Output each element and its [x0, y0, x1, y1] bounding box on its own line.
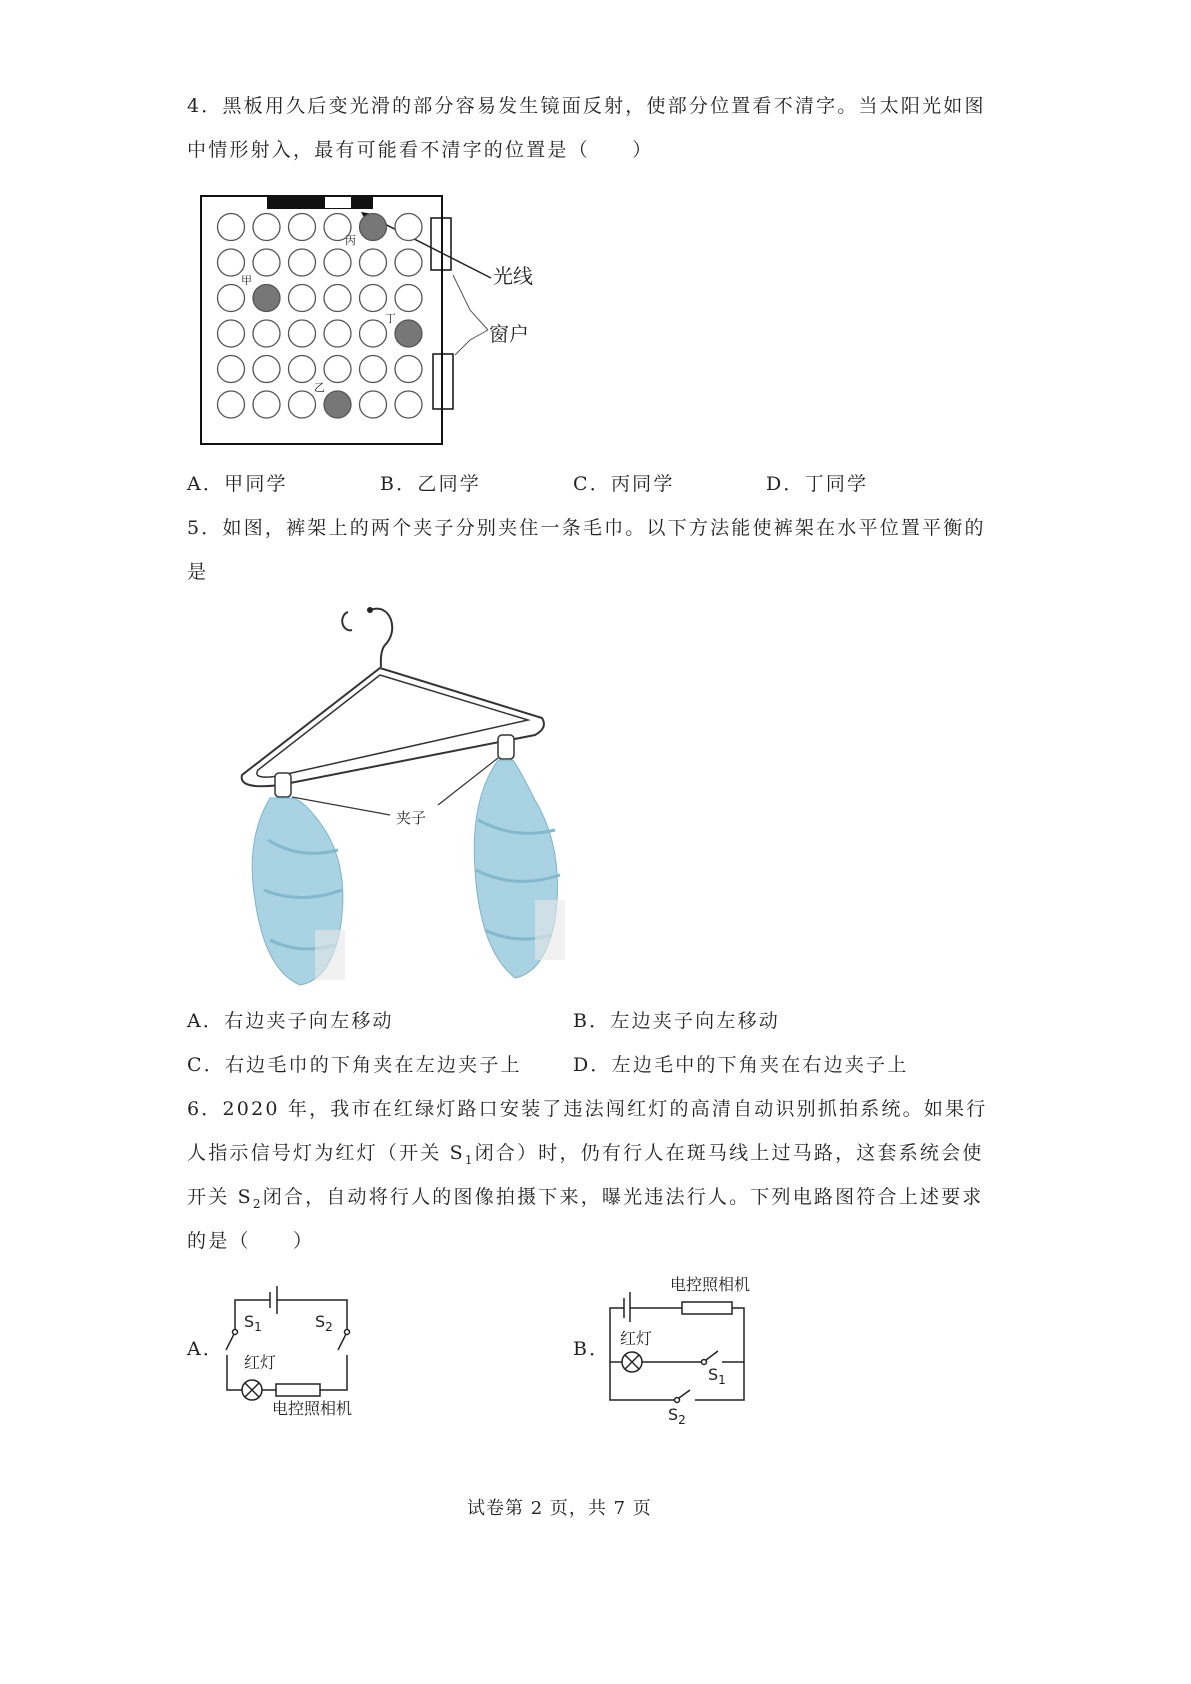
q4-option-b: B．乙同学 [380, 473, 481, 495]
seat [218, 356, 245, 383]
q4-option-c: C．丙同学 [573, 473, 675, 495]
seat [218, 391, 245, 418]
seat [324, 249, 351, 276]
seat [289, 391, 316, 418]
seat [395, 214, 422, 241]
q6-text-line4: 的是（ ） [187, 1230, 315, 1252]
seat [360, 391, 387, 418]
hanger-figure [230, 600, 580, 995]
seat [360, 285, 387, 312]
label-jia: 甲 [241, 274, 252, 287]
clip-label: 夹子 [396, 809, 427, 827]
q6-option-b-label: B． [573, 1338, 611, 1360]
q4-option-d: D．丁同学 [766, 473, 869, 495]
seat [253, 320, 280, 347]
seat [289, 356, 316, 383]
circuit-a [220, 1270, 380, 1420]
seat [395, 356, 422, 383]
seat [289, 214, 316, 241]
red-lamp-label: 红灯 [244, 1353, 277, 1372]
seat [253, 249, 280, 276]
label-bing: 丙 [345, 234, 356, 247]
seat [218, 214, 245, 241]
seat [218, 320, 245, 347]
seat [360, 356, 387, 383]
seat [289, 249, 316, 276]
seat [253, 214, 280, 241]
window-label: 窗户 [489, 322, 529, 346]
q6-text-line1: 6．2020 年，我市在红绿灯路口安装了违法闯红灯的高清自动识别抓拍系统。如果行 [187, 1098, 988, 1120]
page-footer: 试卷第 2 页，共 7 页 [467, 1498, 652, 1519]
seat [395, 391, 422, 418]
seat-shaded [253, 285, 280, 312]
q5-text-line2: 是 [187, 561, 209, 583]
seat [218, 285, 245, 312]
light-label: 光线 [493, 264, 533, 288]
seat [324, 356, 351, 383]
seat-shaded [360, 214, 387, 241]
q4-text-line2: 中情形射入，最有可能看不清字的位置是（ ） [187, 139, 654, 161]
seat [395, 285, 422, 312]
switch-s1-label: $S_1$ [244, 1312, 262, 1335]
q6-text-line3: 开关 $S_2$闭合，自动将行人的图像拍摄下来，曝光违法行人。下列电路图符合上述要求 [187, 1186, 984, 1211]
seat-shaded [395, 320, 422, 347]
q5-option-a: A．右边夹子向左移动 [187, 1010, 394, 1032]
seat [253, 391, 280, 418]
q4-text-line1: 4．黑板用久后变光滑的部分容易发生镜面反射，使部分位置看不清字。当太阳光如图 [187, 95, 986, 117]
seat [360, 320, 387, 347]
camera-label: 电控照相机 [272, 1399, 353, 1418]
label-ding: 丁 [385, 312, 396, 325]
camera-label: 电控照相机 [670, 1275, 751, 1294]
circuit-b [600, 1270, 770, 1430]
q5-text-line1: 5．如图，裤架上的两个夹子分别夹住一条毛巾。以下方法能使裤架在水平位置平衡的 [187, 517, 986, 539]
seat [253, 356, 280, 383]
classroom-diagram [195, 190, 555, 450]
seat [324, 320, 351, 347]
seat [289, 320, 316, 347]
q6-option-a-label: A． [187, 1338, 225, 1360]
label-yi: 乙 [314, 381, 325, 394]
switch-s2-label: $S_2$ [315, 1312, 333, 1335]
hanger-svg [230, 600, 580, 995]
q5-option-b: B．左边夹子向左移动 [573, 1010, 780, 1032]
seat-shaded [324, 391, 351, 418]
q5-option-d: D．左边毛中的下角夹在右边夹子上 [573, 1054, 909, 1076]
seat [324, 285, 351, 312]
q6-text-line2: 人指示信号灯为红灯（开关 $S_1$闭合）时，仍有行人在斑马线上过马路，这套系统会使 [187, 1142, 984, 1167]
q4-option-a: A．甲同学 [187, 473, 288, 495]
seat [360, 249, 387, 276]
q5-option-c: C．右边毛巾的下角夹在左边夹子上 [187, 1054, 522, 1076]
red-lamp-label: 红灯 [620, 1329, 653, 1348]
switch-s1-label: $S_1$ [708, 1365, 726, 1388]
seat [289, 285, 316, 312]
seat [395, 249, 422, 276]
switch-s2-label: $S_2$ [668, 1405, 686, 1428]
